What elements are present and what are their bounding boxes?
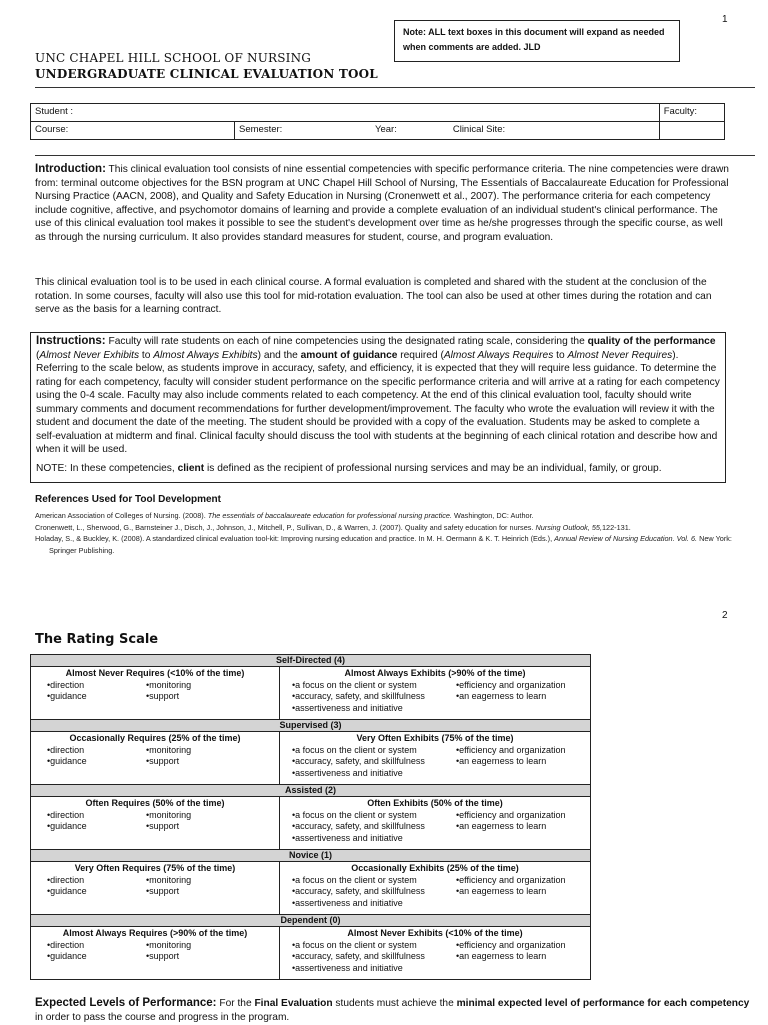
guidance-bullet: • direction <box>47 940 142 952</box>
guidance-bullet: • monitoring <box>146 940 256 952</box>
performance-cell <box>280 862 591 915</box>
performance-bullet: • a focus on the client or system <box>292 940 452 952</box>
performance-bullet: • a focus on the client or system <box>292 680 452 692</box>
performance-bullet: • an eagerness to learn <box>456 691 586 703</box>
performance-bullet: • efficiency and organization <box>456 810 586 822</box>
guidance-bullet: • direction <box>47 680 142 692</box>
guidance-bullet: • guidance <box>47 821 142 833</box>
introduction-heading: Introduction: <box>35 163 106 175</box>
rating-level-header-row <box>31 655 591 667</box>
reference-item: Holaday, S., & Buckley, K. (2008). A standardized clinical evaluation tool-kit: Improving nursing education and practice. In M. H. Oermann & K. T. Heinrich (Eds.), Annual Review of Nursing Education. Vol. 6. New York: Springer Publishing. <box>35 534 732 555</box>
usage-paragraph: This clinical evaluation tool is to be used in each clinical course. A formal evaluation is completed and shared with the student at the conclusion of the rotation. In some courses, faculty will also use this tool for mid-rotation evaluation. The tool can also be used at other times during the rotation and can serve as the basis for a learning contract. <box>35 277 712 315</box>
semester-label: Semester: <box>239 124 283 135</box>
performance-bullet: • efficiency and organization <box>456 875 586 887</box>
performance-bullet: • efficiency and organization <box>456 940 586 952</box>
rating-level-row <box>31 732 591 785</box>
rating-level-row <box>31 797 591 850</box>
rating-level-row <box>31 667 591 720</box>
guidance-label: Often Requires (50% of the time) <box>85 798 225 808</box>
performance-bullet: • a focus on the client or system <box>292 745 452 757</box>
clinical-site-field[interactable] <box>659 122 724 140</box>
references-list <box>35 510 735 556</box>
rating-level-header: Self-Directed (4) <box>31 655 591 667</box>
performance-bullet: • efficiency and organization <box>456 680 586 692</box>
instructions-box: Instructions: Faculty will rate students on each of nine competencies using the designated rating scale, considering the quality of the performance (Almost Never Exhibits to Almost Always Exhibits) and the amount of guidance required (Almost Always Requires to Almost Never Requires). Referring to the scale below, as students improve in accuracy, safety, and efficiency, it is expected that they will require less guidance. To determine the rating for each competency, faculty will consider student performance on the specific performance criteria and will arrive at a rating for each competency using the 0-4 scale. Faculty may also include comments related to each competency. At the end of this clinical evaluation tool, faculty should write summary comments and document recommendations for further development/improvement. The faculty who wrote the evaluation will review it with the student and document the date of the meeting. The student should be provided with a copy of the evaluation. Students may be asked to complete a self-evaluation at midterm and final. Clinical faculty should discuss the tool with students at the beginning of each clinical rotation and describe how and when it will be used. NOTE: In these competencies, client is defined as the recipient of professional nursing services and may be an individual, family, or group. <box>30 332 726 483</box>
rating-scale-table <box>30 654 591 980</box>
guidance-cell <box>31 927 280 980</box>
note-box <box>394 20 680 62</box>
rating-level-row <box>31 927 591 980</box>
guidance-bullet: • guidance <box>47 886 142 898</box>
guidance-bullet: • support <box>146 886 256 898</box>
clinical-site-label: Clinical Site: <box>452 124 506 135</box>
rating-level-row <box>31 862 591 915</box>
guidance-label: Very Often Requires (75% of the time) <box>74 863 236 873</box>
guidance-cell <box>31 862 280 915</box>
performance-bullet: • a focus on the client or system <box>292 875 452 887</box>
semester-year-field[interactable] <box>235 122 660 140</box>
performance-cell <box>280 667 591 720</box>
guidance-bullet: • support <box>146 821 256 833</box>
performance-bullet: • accuracy, safety, and skillfulness <box>292 756 452 768</box>
rating-level-header: Assisted (2) <box>31 785 591 797</box>
rating-level-header-row <box>31 720 591 732</box>
rating-level-header: Dependent (0) <box>31 915 591 927</box>
performance-bullet: • assertiveness and initiative <box>292 963 452 975</box>
guidance-bullet: • direction <box>47 745 142 757</box>
guidance-bullet: • monitoring <box>146 745 256 757</box>
note-line: Note: ALL text boxes in this document will expand as needed <box>403 27 665 37</box>
page-number: 1 <box>722 14 728 25</box>
client-note: NOTE: In these competencies, client is defined as the recipient of professional nursing services and may be an individual, family, or group. <box>36 462 662 474</box>
guidance-bullet: • monitoring <box>146 875 256 887</box>
performance-label: Almost Always Exhibits (>90% of the time) <box>344 668 526 678</box>
performance-bullet: • an eagerness to learn <box>456 821 586 833</box>
performance-label: Occasionally Exhibits (25% of the time) <box>351 863 519 873</box>
performance-cell <box>280 732 591 785</box>
page-number: 2 <box>722 610 728 621</box>
divider <box>35 87 755 88</box>
performance-bullet: • an eagerness to learn <box>456 886 586 898</box>
performance-bullet: • efficiency and organization <box>456 745 586 757</box>
performance-bullet: • an eagerness to learn <box>456 951 586 963</box>
rating-scale-title: The Rating Scale <box>35 632 159 647</box>
guidance-bullet: • guidance <box>47 691 142 703</box>
rating-level-header-row <box>31 785 591 797</box>
student-info-form <box>30 103 725 140</box>
expected-levels: Expected Levels of Performance: For the Final Evaluation students must achieve the minimal expected level of performance for each competency in order to pass the course and progress in the program. <box>35 997 750 1023</box>
student-field[interactable]: Student : <box>31 104 660 122</box>
tool-title: UNDERGRADUATE CLINICAL EVALUATION TOOL <box>35 67 378 81</box>
guidance-bullet: • monitoring <box>146 810 256 822</box>
guidance-label: Almost Always Requires (>90% of the time) <box>62 928 248 938</box>
performance-bullet: • assertiveness and initiative <box>292 703 452 715</box>
guidance-bullet: • direction <box>47 810 142 822</box>
performance-bullet: • an eagerness to learn <box>456 756 586 768</box>
references-title: References Used for Tool Development <box>35 494 221 505</box>
rating-level-header: Supervised (3) <box>31 720 591 732</box>
guidance-bullet: • direction <box>47 875 142 887</box>
performance-bullet: • accuracy, safety, and skillfulness <box>292 886 452 898</box>
note-line: when comments are added. JLD <box>403 42 541 52</box>
reference-item: Cronenwett, L., Sherwood, G., Barnsteiner J., Disch, J., Johnson, J., Mitchell, P., Sullivan, D., & Warren, J. (2007). Quality and safety education for nurses. Nursing Outlook, 55,122-131. <box>35 522 631 532</box>
performance-bullet: • assertiveness and initiative <box>292 833 452 845</box>
performance-bullet: • accuracy, safety, and skillfulness <box>292 821 452 833</box>
guidance-cell <box>31 732 280 785</box>
year-label: Year: <box>375 124 397 135</box>
guidance-cell <box>31 797 280 850</box>
performance-label: Very Often Exhibits (75% of the time) <box>356 733 514 743</box>
performance-bullet: • accuracy, safety, and skillfulness <box>292 691 452 703</box>
instructions-heading: Instructions: <box>36 335 106 347</box>
guidance-label: Occasionally Requires (25% of the time) <box>69 733 241 743</box>
performance-bullet: • accuracy, safety, and skillfulness <box>292 951 452 963</box>
guidance-cell <box>31 667 280 720</box>
performance-cell <box>280 927 591 980</box>
guidance-label: Almost Never Requires (<10% of the time) <box>65 668 245 678</box>
performance-label: Often Exhibits (50% of the time) <box>367 798 503 808</box>
performance-bullet: • a focus on the client or system <box>292 810 452 822</box>
guidance-bullet: • support <box>146 691 256 703</box>
guidance-bullet: • support <box>146 756 256 768</box>
performance-label: Almost Never Exhibits (<10% of the time) <box>347 928 523 938</box>
rating-level-header-row <box>31 850 591 862</box>
school-title: UNC CHAPEL HILL SCHOOL OF NURSING <box>35 51 312 65</box>
guidance-bullet: • guidance <box>47 951 142 963</box>
faculty-field[interactable]: Faculty: <box>659 104 724 122</box>
performance-bullet: • assertiveness and initiative <box>292 768 452 780</box>
guidance-bullet: • monitoring <box>146 680 256 692</box>
rating-level-header: Novice (1) <box>31 850 591 862</box>
course-field[interactable]: Course: <box>31 122 235 140</box>
reference-item: American Association of Colleges of Nursing. (2008). The essentials of baccalaureate education for professional nursing practice. Washington, DC: Author. <box>35 511 534 520</box>
guidance-bullet: • support <box>146 951 256 963</box>
rating-level-header-row <box>31 915 591 927</box>
introduction-text: This clinical evaluation tool consists of nine essential competencies with specific performance criteria. The nine competencies were drawn from: terminal outcome objectives for the BSN program at UNC Chapel Hill School of Nursing, The Essentials of Baccalaureate Education for Professional Nursing Practice (AACN, 2008), and Quality and Safety Education in Nursing (Cronenwett et al., 2007). The performance criteria for each competency include cognitive, affective, and psychomotor domains of learning and provide a complete evaluation of an individual student's clinical performance. The use of this clinical evaluation tool makes it possible to see the student's development over time as he/she progresses through the specific course, as well as through the nursing curriculum. It also provides standard measures for student, course, and program evaluation. <box>35 164 729 243</box>
introduction <box>35 163 729 244</box>
guidance-bullet: • guidance <box>47 756 142 768</box>
performance-bullet: • assertiveness and initiative <box>292 898 452 910</box>
divider <box>35 155 755 156</box>
performance-cell <box>280 797 591 850</box>
